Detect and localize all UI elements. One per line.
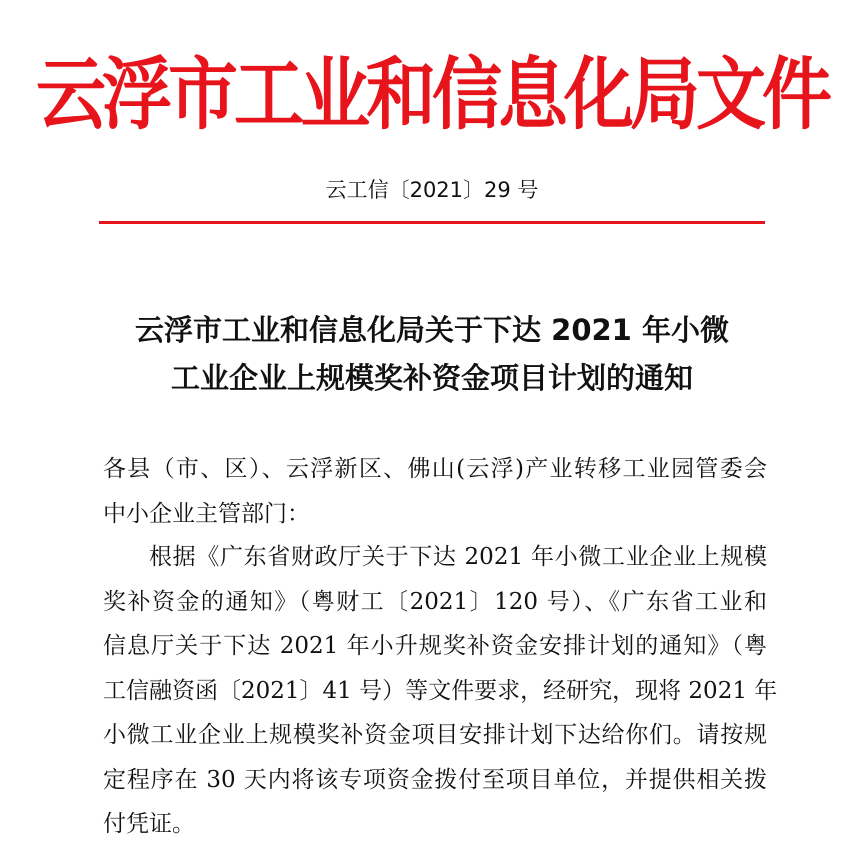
paragraph-line: 奖补资金的通知》（粤财工〔2021〕120 号）、《广东省工业和 [103, 588, 767, 615]
salutation-line-1: 各县（市、区）、云浮新区、佛山(云浮)产业转移工业园管委会 [103, 456, 767, 482]
paragraph-line: 定程序在 30 天内将该专项资金拨付至项目单位，并提供相关拨 [103, 766, 767, 793]
red-divider-line [99, 221, 765, 224]
body-paragraph-1 [103, 535, 778, 847]
document-title-line-1: 云浮市工业和信息化局关于下达 2021 年小微 [135, 313, 729, 347]
paragraph-line: 工信融资函〔2021〕41 号）等文件要求，经研究，现将 2021 年 [103, 677, 778, 704]
salutation-line-2: 中小企业主管部门： [103, 500, 310, 527]
paragraph-line: 付凭证。 [103, 811, 195, 837]
document-title [80, 306, 784, 402]
document-number: 云工信〔2021〕29 号 [325, 178, 539, 202]
paragraph-line: 信息厅关于下达 2021 年小升规奖补资金安排计划的通知》（粤 [103, 633, 767, 659]
agency-masthead: 云浮市工业和信息化局文件 [36, 47, 828, 141]
salutation [103, 447, 767, 536]
paragraph-line: 小微工业企业上规模奖补资金项目安排计划下达给你们。请按规 [103, 722, 767, 748]
paragraph-line: 根据《广东省财政厅关于下达 2021 年小微工业企业上规模 [149, 544, 767, 570]
document-title-line-2: 工业企业上规模奖补资金项目计划的通知 [170, 361, 693, 395]
